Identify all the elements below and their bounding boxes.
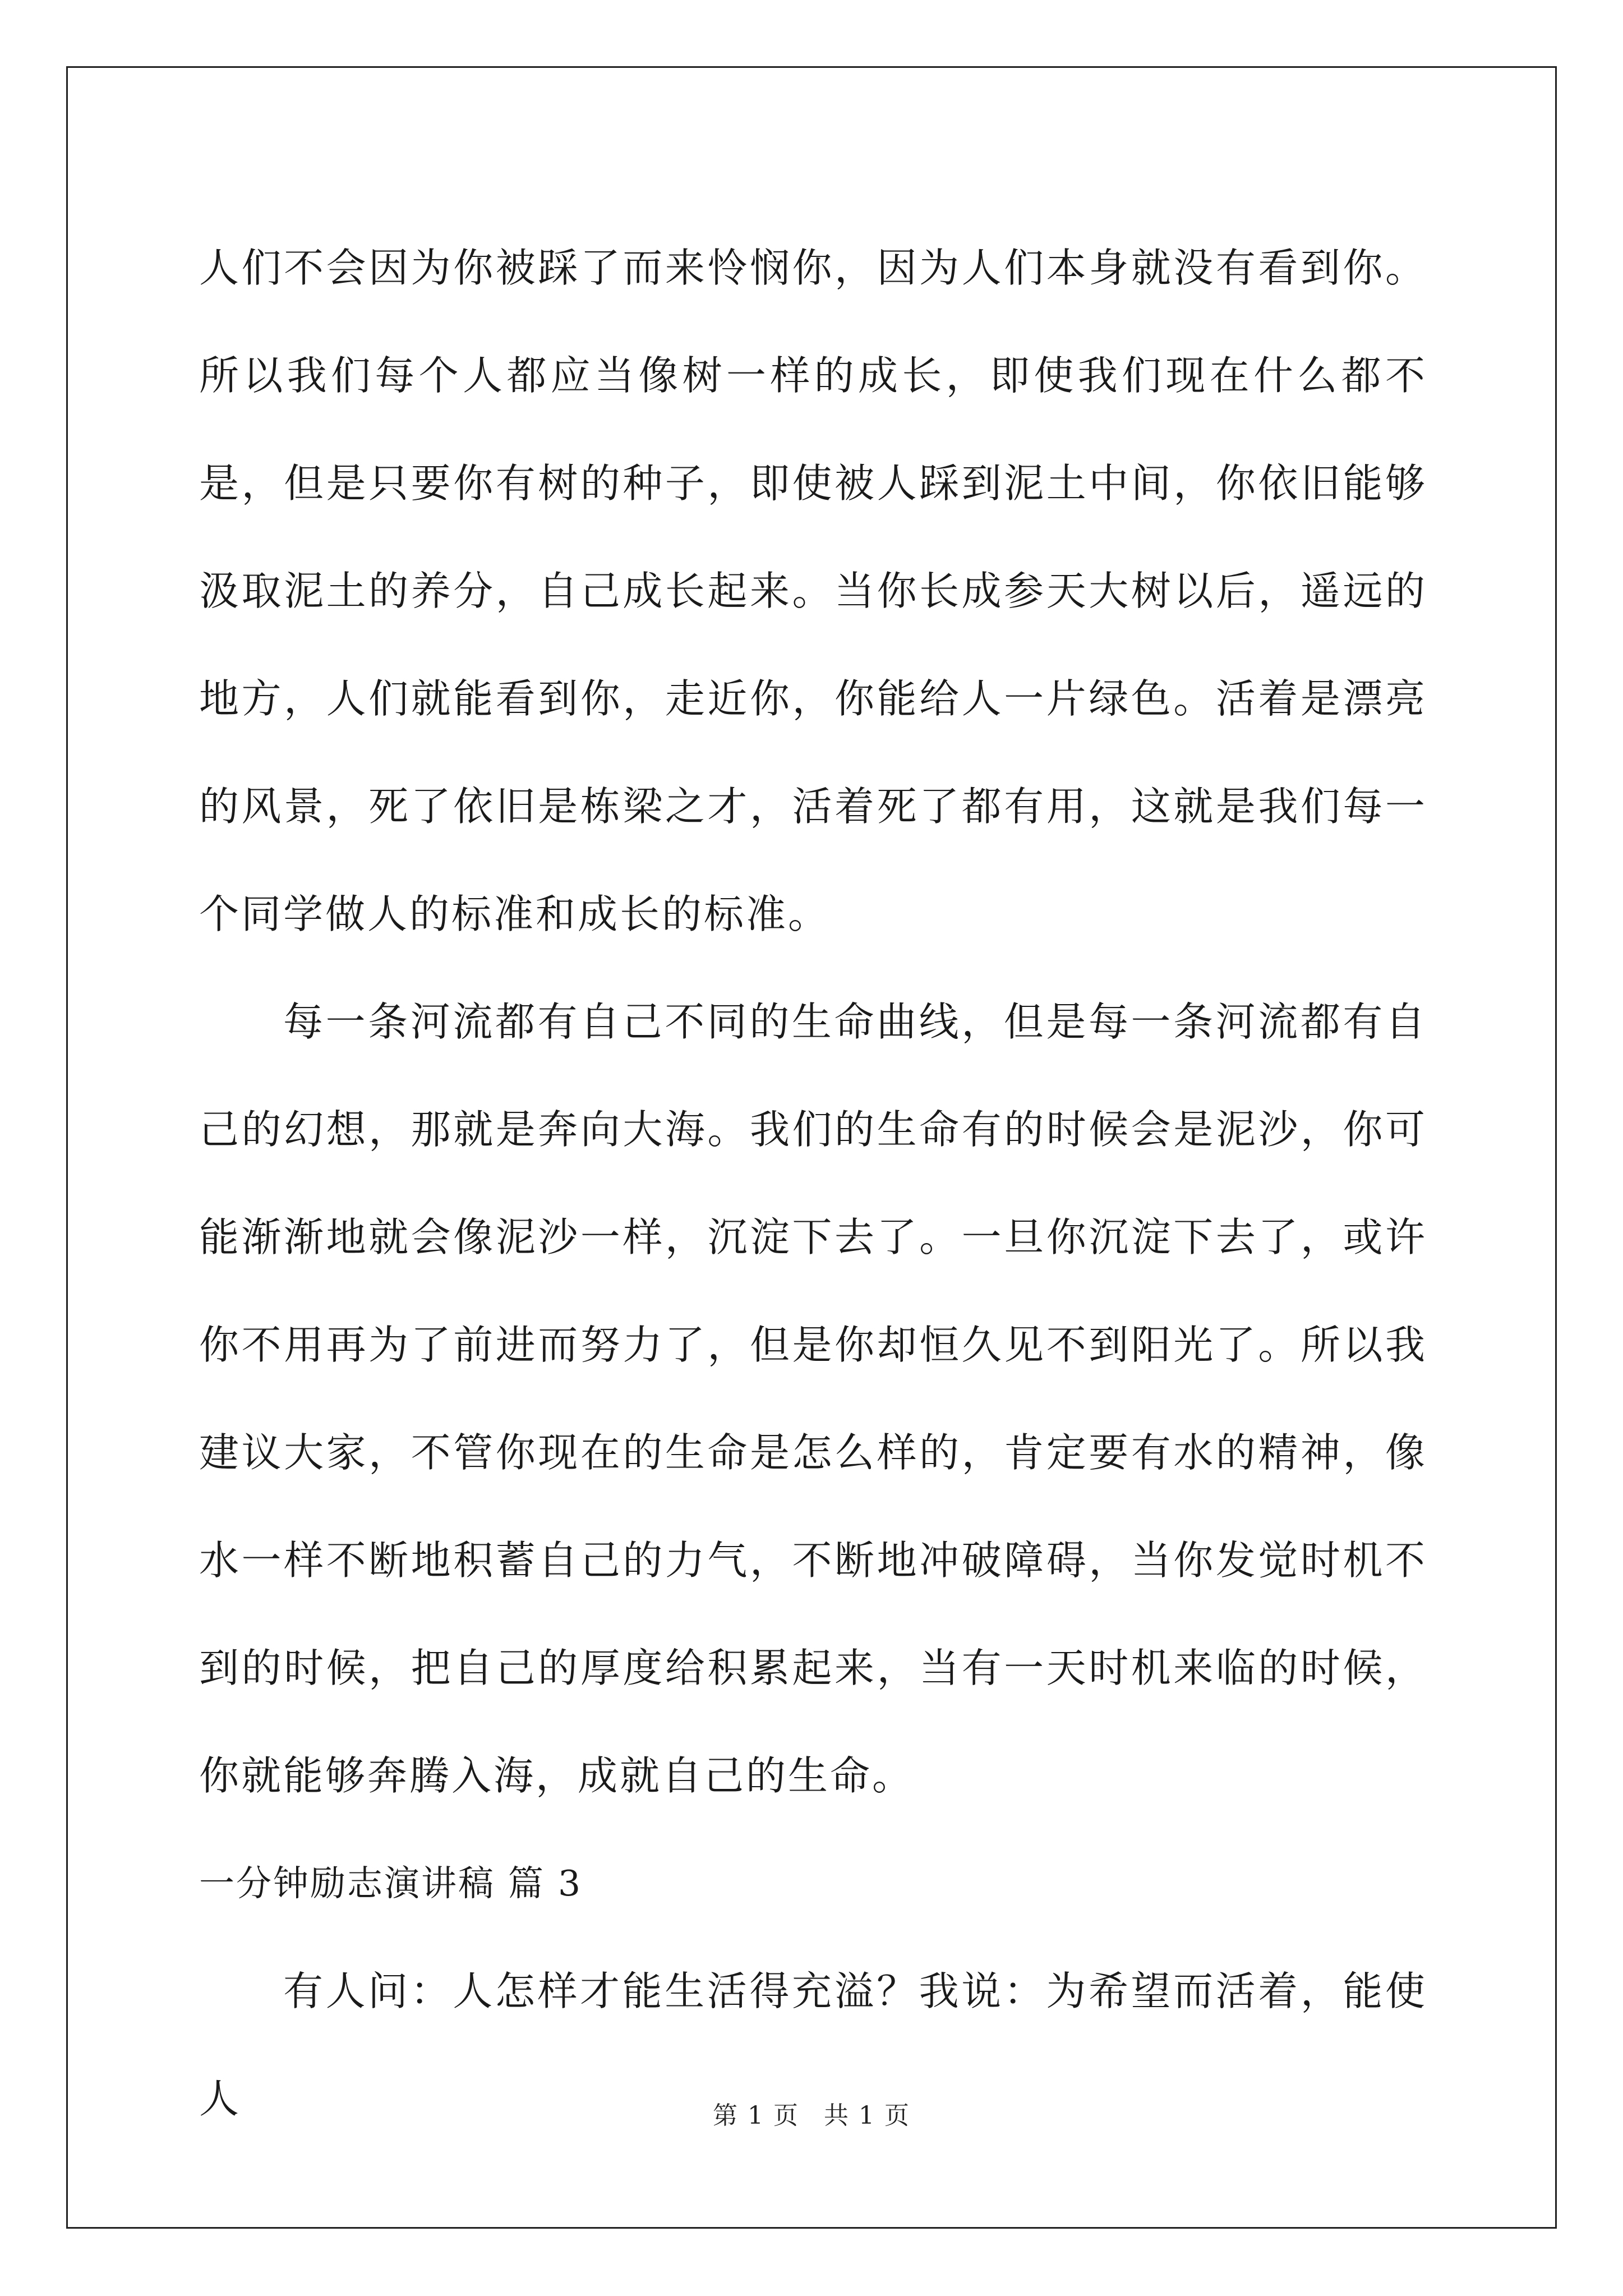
document-body bbox=[199, 214, 1427, 2153]
paragraph-river: 每一条河流都有自己不同的生命曲线，但是每一条河流都有自己的幻想，那就是奔向大海。我们的生命有的时候会是泥沙，你可能渐渐地就会像泥沙一样，沉淀下去了。一旦你沉淀下去了，或许你不用再为了前进而努力了，但是你却恒久见不到阳光了。所以我建议大家，不管你现在的生命是怎么样的，肯定要有水的精神，像水一样不断地积蓄自己的力气，不断地冲破障碍，当你发觉时机不到的时候，把自己的厚度给积累起来，当有一天时机来临的时候，你就能够奔腾入海，成就自己的生命。 bbox=[199, 999, 1427, 1799]
page-footer bbox=[0, 2095, 1623, 2131]
page-total: 共 1 页 bbox=[824, 2101, 910, 2130]
page-current: 第 1 页 bbox=[713, 2101, 799, 2130]
section-heading: 一分钟励志演讲稿 篇 3 bbox=[199, 1863, 583, 1904]
paragraph-continued: 人们不会因为你被踩了而来怜悯你，因为人们本身就没有看到你。所以我们每个人都应当像树一样的成长，即使我们现在什么都不是，但是只要你有树的种子，即使被人踩到泥土中间，你依旧能够汲取泥土的养分，自己成长起来。当你长成参天大树以后，遥远的地方，人们就能看到你，走近你，你能给人一片绿色。活着是漂亮的风景，死了依旧是栋梁之才，活着死了都有用，这就是我们每一个同学做人的标准和成长的标准。 bbox=[199, 245, 1427, 937]
paragraph-hope: 有人问：人怎样才能生活得充溢？我说：为希望而活着，能使人 bbox=[199, 1968, 1427, 2122]
